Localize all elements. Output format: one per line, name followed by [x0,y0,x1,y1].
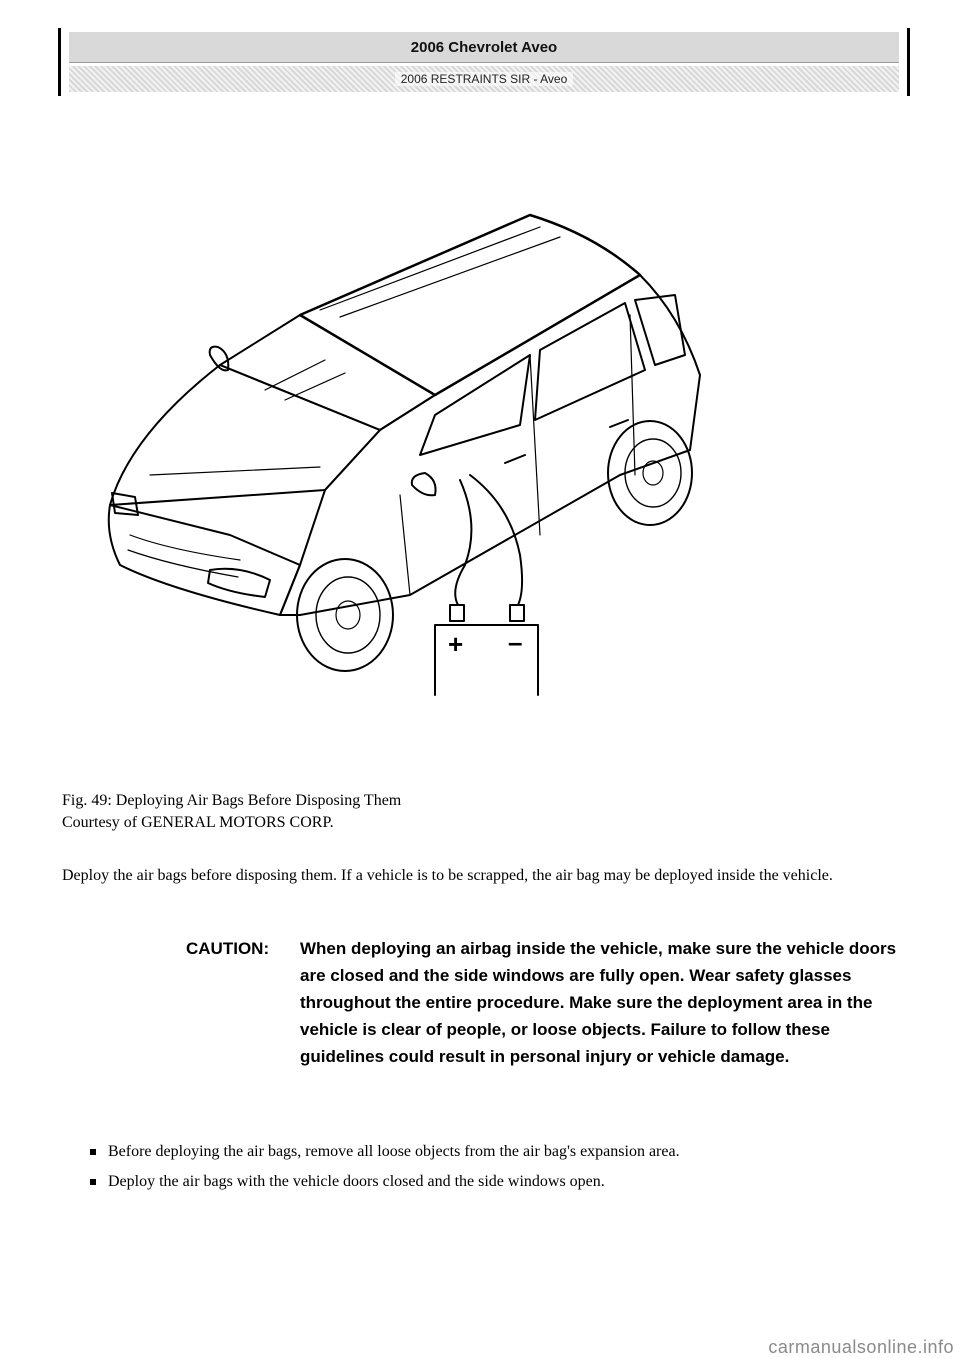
bullet-icon [90,1179,96,1185]
header-subtitle-bar [69,66,899,92]
hood-line [150,467,320,475]
front-bumper [109,505,300,615]
page-header [58,28,910,96]
door-handle-rear [610,420,628,427]
door-handle [505,455,525,463]
header-title: 2006 Chevrolet Aveo [69,32,899,63]
instruction-list [90,1138,890,1198]
grille-2 [128,550,238,577]
front-side-window [420,355,530,455]
windshield [220,315,435,430]
battery-minus-label: – [508,627,523,657]
caption-courtesy: Courtesy of GENERAL MOTORS CORP. [62,814,334,831]
caption-title: Fig. 49: Deploying Air Bags Before Disposing Them [62,792,402,809]
header-subtitle: 2006 RESTRAINTS SIR - Aveo [395,72,574,86]
front-wheel [297,559,393,671]
intro-paragraph: Deploy the air bags before disposing them. If a vehicle is to be scrapped, the air bag may be deployed inside the vehicle. [62,867,833,884]
roof-rail [320,227,540,310]
front-door-line [400,495,410,595]
footer-watermark: carmanualsonline.info [768,1337,954,1357]
battery-plus-label: + [448,629,464,659]
rear-wheel [608,421,692,525]
rear-quarter-window [635,295,685,365]
caution-text: When deploying an airbag inside the vehicle, make sure the vehicle doors are closed and the side windows are fully open. Wear safety glasses throughout the entire procedure. Make sure the deployment area in the vehicle is clear of people, or loose objects. Failure to follow these guidelines could result in personal injury or vehicle damage. [300,939,897,1066]
hood [110,365,380,505]
battery-wire-negative [470,475,522,605]
battery-wire-positive [455,480,471,605]
figure-caption [62,790,401,834]
list-item-text: Before deploying the air bags, remove all loose objects from the air bag's expansion area. [108,1143,680,1160]
list-item [90,1138,890,1166]
caution-block [186,935,906,1070]
list-item [90,1168,890,1196]
bullet-icon [90,1149,96,1155]
list-item-text: Deploy the air bags with the vehicle doors closed and the side windows open. [108,1173,605,1190]
rear-side-window [535,303,645,420]
caution-label: CAUTION: [186,939,270,958]
right-mirror [412,473,436,495]
car-airbag-deployment-illustration [90,205,710,705]
